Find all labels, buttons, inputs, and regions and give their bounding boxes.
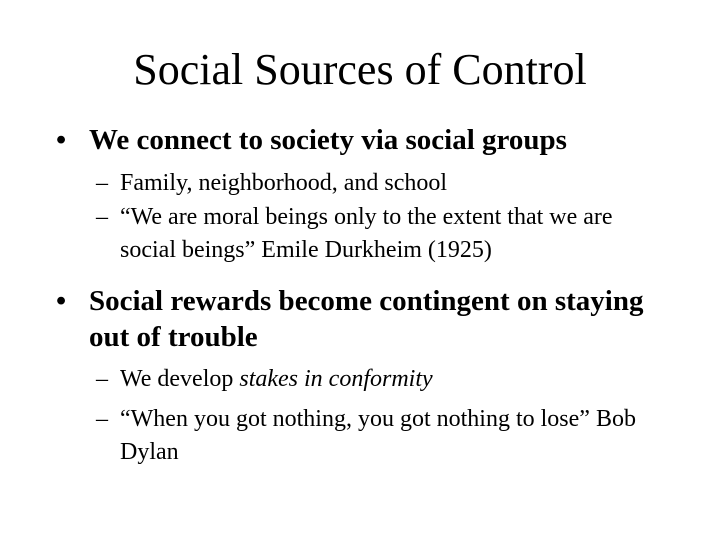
sub-bullet-2-1-text [120,363,636,396]
sub-bullet-1-2-text: “We are moral beings only to the extent that we are social beings” Emile Durkheim (1925) [120,204,613,263]
sub-bullet-1-1 [96,167,636,200]
dash-marker: – [96,366,108,392]
sub-bullet-2-1-italic: stakes in conformity [239,366,433,392]
dash-marker: – [96,406,108,432]
dash-marker: – [96,204,108,230]
bullet-2-text: Social rewards become contingent on staying out of trouble [89,285,644,353]
dash-marker: – [96,170,108,196]
sub-bullet-2-1-prefix: We develop [120,366,240,392]
sub-bullet-1-1-text: Family, neighborhood, and school [120,170,448,196]
bullet-marker: • [56,124,67,156]
bullet-2 [56,283,656,355]
slide-title: Social Sources of Control [133,45,587,94]
bullet-1-text: We connect to society via social groups [89,124,567,156]
sub-bullet-2-2-text: “When you got nothing, you got nothing to lose” Bob Dylan [120,406,636,465]
sub-bullet-1-2 [96,201,636,267]
bullet-1 [56,122,656,158]
sub-bullet-2-2 [96,403,636,469]
bullet-marker: • [56,285,67,317]
sub-bullet-2-1 [96,363,636,396]
